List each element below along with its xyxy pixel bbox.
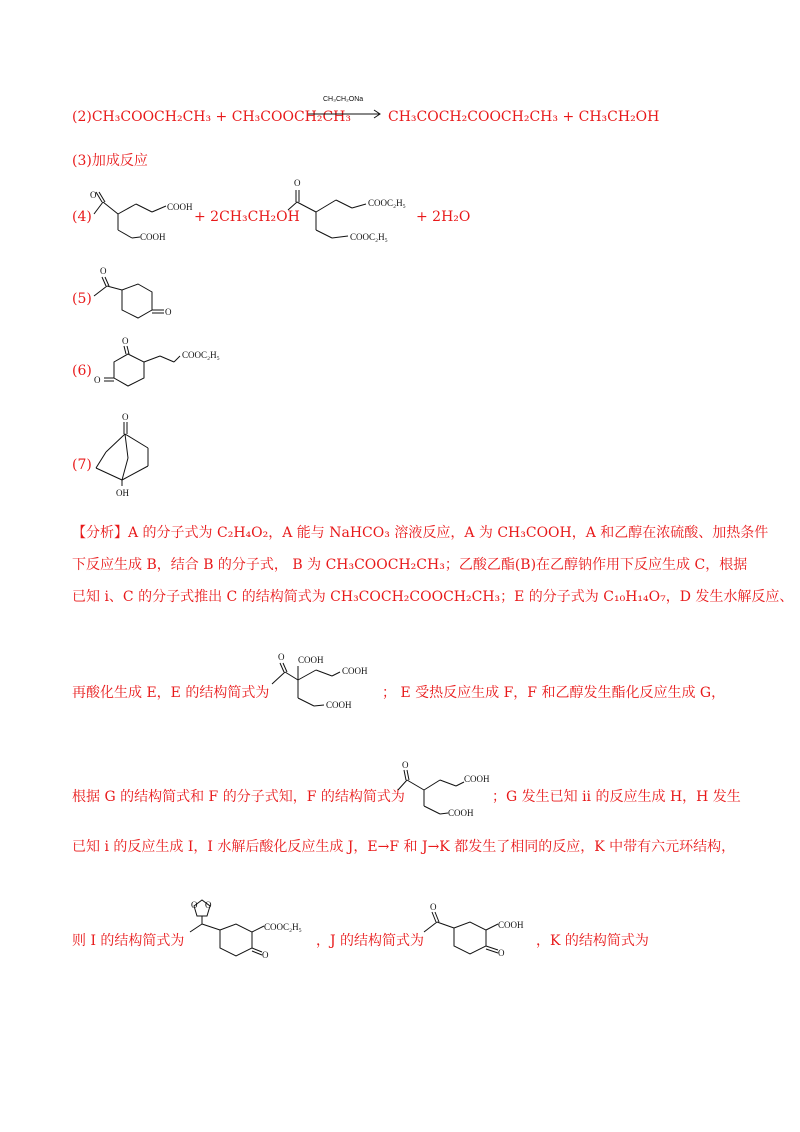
q4-cooh-bottom: COOH bbox=[140, 232, 166, 242]
q2-reactants: CH₃COOCH₂CH₃ + CH₃COOCH₂CH₃ bbox=[91, 109, 352, 125]
analysis-line-5a: 根据 G 的结构简式和 F 的分子式知，F 的结构简式为 bbox=[72, 789, 405, 805]
q6-structure bbox=[92, 334, 222, 392]
analysis-line-4a: 再酸化生成 E，E 的结构简式为 bbox=[72, 685, 270, 701]
q3-answer: (3)加成反应 bbox=[72, 153, 148, 169]
q6-ester: COOC₂H₅ bbox=[182, 350, 220, 360]
j-structure bbox=[418, 900, 538, 968]
q6-number: (6) bbox=[72, 363, 92, 379]
q2-products: CH₃COCH₂COOCH₂CH₃ + CH₃CH₂OH bbox=[388, 109, 660, 125]
svg-text:O: O bbox=[278, 652, 285, 662]
svg-text:O: O bbox=[498, 948, 505, 958]
f-cooh-bottom: COOH bbox=[448, 808, 474, 818]
analysis-line-7a: 则 I 的结构简式为 bbox=[72, 933, 185, 949]
q4-ester-top: COOC₂H₅ bbox=[368, 198, 406, 208]
q4-ester-bottom: COOC₂H₅ bbox=[350, 232, 388, 242]
analysis-line-7c: ，K 的结构简式为 bbox=[536, 933, 649, 949]
analysis-line-4b: ； E 受热反应生成 F，F 和乙醇发生酯化反应生成 G， bbox=[382, 685, 726, 701]
q7-structure bbox=[92, 408, 162, 496]
q4-reactant-structure bbox=[90, 188, 200, 250]
q5-number: (5) bbox=[72, 291, 92, 307]
analysis-line-1: 【分析】A 的分子式为 C₂H₄O₂，A 能与 NaHCO₃ 溶液反应，A 为 CH₃COOH，A 和乙醇在浓硫酸、加热条件 bbox=[72, 525, 769, 541]
q6-oxo-top: O bbox=[122, 336, 129, 346]
svg-text:O: O bbox=[262, 950, 269, 960]
svg-text:O: O bbox=[90, 190, 97, 200]
q5-oxo: O bbox=[165, 307, 172, 317]
reaction-arrow bbox=[308, 108, 382, 120]
svg-text:O: O bbox=[430, 902, 437, 912]
e-cooh-top: COOH bbox=[298, 655, 324, 665]
svg-text:O: O bbox=[402, 760, 409, 770]
svg-text:O: O bbox=[191, 900, 198, 910]
q5-structure bbox=[88, 266, 188, 330]
f-structure bbox=[394, 758, 494, 820]
q4-ethanol: + 2CH₃CH₂OH bbox=[194, 209, 300, 225]
q7-number: (7) bbox=[72, 457, 92, 473]
i-ester: COOC₂H₅ bbox=[264, 922, 302, 932]
q4-water: + 2H₂O bbox=[416, 209, 471, 225]
q7-hydroxyl: OH bbox=[116, 488, 129, 496]
q7-oxo: O bbox=[122, 412, 129, 422]
e-structure bbox=[264, 650, 384, 720]
i-structure bbox=[180, 896, 314, 968]
e-cooh-right: COOH bbox=[342, 666, 368, 676]
e-cooh-bottom: COOH bbox=[326, 700, 352, 710]
svg-text:O: O bbox=[205, 900, 212, 910]
svg-text:O: O bbox=[294, 178, 301, 188]
q4-product-structure bbox=[286, 178, 420, 246]
q6-oxo-bottom: O bbox=[94, 375, 101, 385]
q2-number: (2) bbox=[72, 109, 92, 125]
j-cooh: COOH bbox=[498, 920, 524, 930]
analysis-line-6: 已知 i 的反应生成 I，I 水解后酸化反应生成 J，E→F 和 J→K 都发生了相同的反应，K 中带有六元环结构， bbox=[72, 839, 736, 855]
analysis-line-7b: ，J 的结构简式为 bbox=[316, 933, 425, 949]
analysis-line-3: 已知 i、C 的分子式推出 C 的结构简式为 CH₃COCH₂COOCH₂CH₃；E 的分子式为 C₁₀H₁₄O₇，D 发生水解反应、 bbox=[72, 589, 794, 605]
svg-text:O: O bbox=[100, 266, 107, 276]
f-cooh-top: COOH bbox=[464, 774, 490, 784]
q2-catalyst: CH₃CH₂ONa bbox=[323, 96, 364, 103]
analysis-line-5b: ；G 发生已知 ii 的反应生成 H，H 发生 bbox=[492, 789, 741, 805]
q4-number: (4) bbox=[72, 209, 92, 225]
q4-cooh-top: COOH bbox=[167, 202, 193, 212]
analysis-line-2: 下反应生成 B，结合 B 的分子式， B 为 CH₃COOCH₂CH₃；乙酸乙酯(B)在乙醇钠作用下反应生成 C，根据 bbox=[72, 557, 748, 573]
